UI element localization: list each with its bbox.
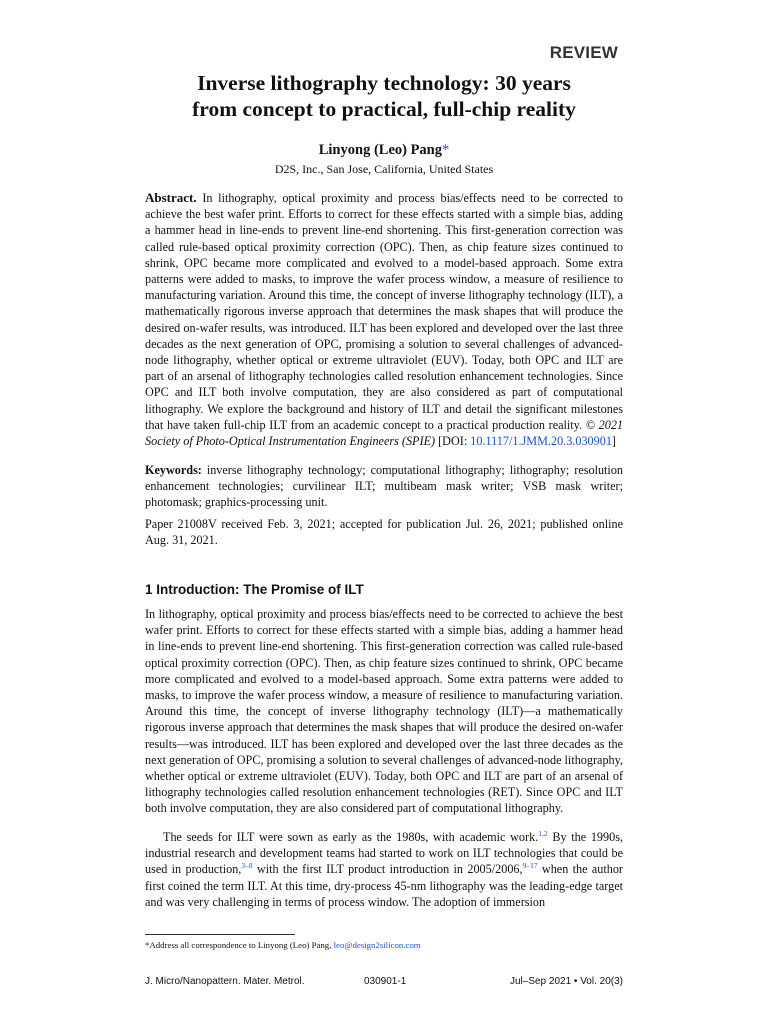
section-heading: 1 Introduction: The Promise of ILT [145,582,364,597]
intro-p2-text-a: The seeds for ILT were sown as early as the 1980s, with academic work. [163,830,539,844]
citation-link[interactable]: 1,2 [538,828,548,838]
doi-suffix: ] [611,434,616,449]
intro-p2-text-d: when the author first coined the term ILT. At this time, dry-process 45-nm lithography was the leading-edge target and was very challenging in terms of process window. The adoption of immersion [145,862,623,909]
author-name: Linyong (Leo) Pang [318,142,442,158]
author-line [145,142,623,159]
title-line-1: Inverse lithography technology: 30 years [197,71,571,95]
abstract-text: In lithography, optical proximity and process bias/effects need to be corrected to achieve the best wafer print. Efforts to correct for these effects started with a simple bias, adding a hammer head in line-ends to prevent line-end shortening. This first-generation correction was called rule-based optical proximity correction (OPC). Then, as chip feature sizes continued to shrink, OPC became more complicated and evolved to a model-based approach. Some extra patterns were added to masks, to improve the wafer process window, a measure of resilience to manufacturing variation. Around this time, the concept of inverse lithography technology (ILT), a mathematically rigorous inverse approach that determines the mask shapes that will produce the desired on-wafer results, was introduced. ILT has been explored and developed over the last three decades as the next generation of OPC, promising a solution to several challenges of advanced-node lithography, whether optical or extreme ultraviolet (EUV). Today, both OPC and ILT are part of an arsenal of lithography technologies called resolution enhancement technologies. Since OPC and ILT both involve computation, they are also considered as part of computational lithography. We explore the background and history of ILT and detail the significant milestones that have taken full-chip ILT from an academic concept to a practical production reality. [145,191,623,432]
footnote [145,940,421,950]
footer-page-number: 030901-1 [364,976,407,987]
footnote-text: *Address all correspondence to Linyong (Leo) Pang, [145,940,334,950]
intro-p2-text-b: By the 1990s, industrial research and development teams had started to work on ILT technologies that could be used in production, [145,830,624,877]
citation-link[interactable]: 9–17 [522,861,538,871]
keywords [145,462,623,511]
intro-paragraph-2 [145,829,623,910]
section-label: REVIEW [549,43,618,62]
doi-link[interactable]: 10.1117/1.JMM.20.3.030901 [470,434,612,449]
paper-history: Paper 21008V received Feb. 3, 2021; accepted for publication Jul. 26, 2021; published online Aug. 31, 2021. [145,517,623,548]
email-link[interactable]: leo@design2silicon.com [333,940,421,950]
footer-journal: J. Micro/Nanopattern. Mater. Metrol. [145,976,305,987]
author-footnote-marker[interactable]: * [442,142,450,158]
intro-paragraph-1: In lithography, optical proximity and process bias/effects need to be corrected to achieve the best wafer print. Efforts to correct for these effects started with a simple bias, adding a hammer head in line-ends to prevent line-end shortening. This first-generation correction was called rule-based optical proximity correction (OPC). Then, as chip feature sizes continued to shrink, OPC became more complicated and evolved to a model-based approach. Some extra patterns were added to masks, to improve the wafer process window, a measure of resilience to manufacturing variation. Around this time, the concept of inverse lithography technology (ILT)—a mathematically rigorous inverse approach that determines the mask shapes that will produce the desired on-wafer results—was introduced. ILT has been explored and developed over the last three decades as the next generation of OPC, promising a solution to several challenges of advanced-node lithography, whether optical or extreme ultraviolet (EUV). Today, both OPC and ILT are part of an arsenal of lithography technologies called resolution enhancement technologies (RET). Since OPC and ILT both involve computation, they are also considered part of computational lithography. [145,607,623,816]
footer-issue: Jul–Sep 2021 • Vol. 20(3) [509,976,623,987]
footnote-divider [145,934,295,935]
author-affiliation: D2S, Inc., San Jose, California, United States [274,162,494,176]
keywords-text: inverse lithography technology; computational lithography; lithography; resolution enhancement technologies; curvilinear ILT; multibeam mask writer; VSB mask writer; photomask; graphics-processing unit. [145,463,624,510]
abstract [145,190,623,449]
doi-prefix: [DOI: [438,434,471,449]
abstract-label: Abstract. [145,190,197,205]
title-line-2: from concept to practical, full-chip reality [192,97,576,121]
citation-link[interactable]: 3–8 [241,861,253,871]
intro-p2-text-c: with the first ILT product introduction in 2005/2006, [252,862,523,877]
copyright-notice: © 2021 Society of Photo-Optical Instrumentation Engineers (SPIE) [145,417,624,449]
paper-title [145,70,623,122]
keywords-label: Keywords: [145,463,202,477]
